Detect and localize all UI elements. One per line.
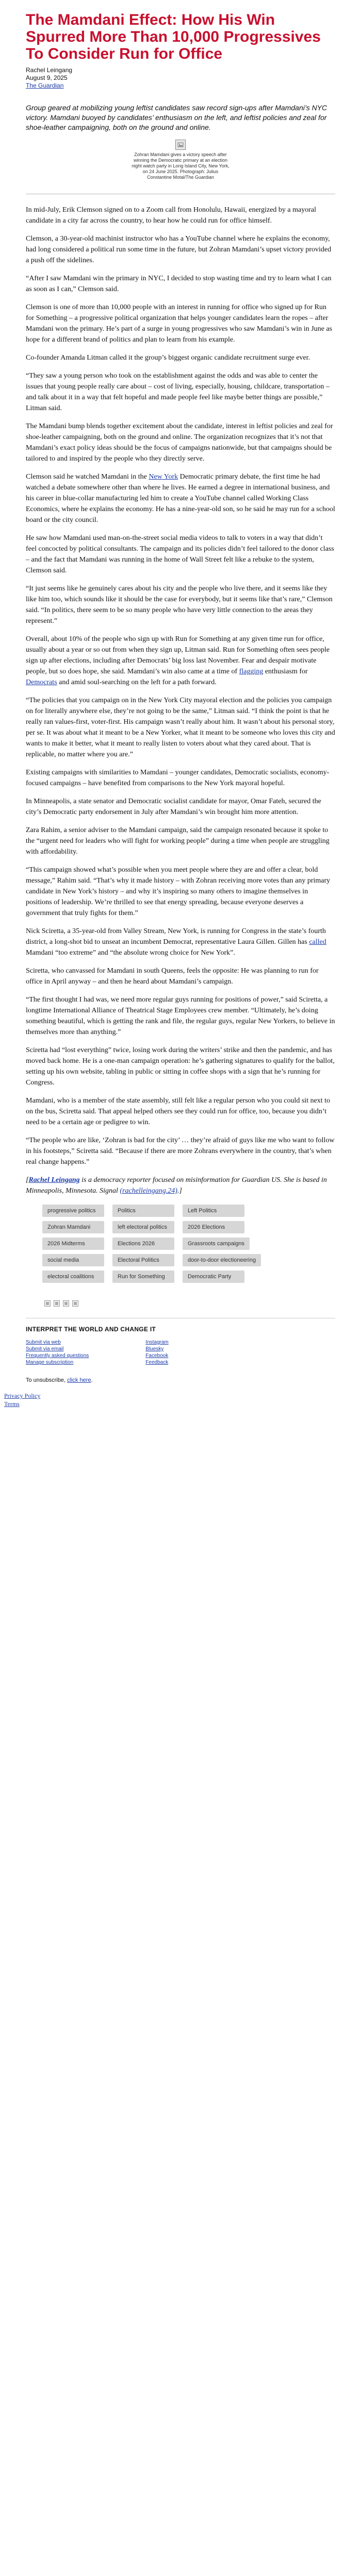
source-link[interactable]: The Guardian	[26, 82, 64, 89]
tag[interactable]: Run for Something	[112, 1270, 174, 1283]
paragraph: Clemson, a 30-year-old machinist instructor who has a YouTube channel where he explains the economy, had long considered a political run some time in the future, but Zohran Mamdani’s upset victory provided a push off the sidelines.	[26, 235, 332, 264]
legal-links	[4, 1392, 335, 1408]
paragraph	[26, 634, 335, 688]
paragraph: He saw how Mamdani used man-on-the-street social media videos to talk to voters in a way that didn’t feel concocted by political consultants. The campaign and its policies didn’t feel tailored to the donor class – and the fact that Mamdani was running in the home of Wall Street felt like a rebuke to the system, Clemson said.	[26, 534, 334, 574]
paragraph: Zara Rahim, a senior adviser to the Mamdani campaign, said the campaign resonated because it spoke to the “urgent need for leaders who will fight for working people” during a time when people are struggling with affordability.	[26, 826, 330, 856]
tag[interactable]: social media	[42, 1254, 104, 1266]
article-title[interactable]: The Mamdani Effect: How His Win Spurred More Than 10,000 Progressives To Consider Run for Office	[26, 11, 321, 62]
footer-right-column	[145, 1339, 168, 1366]
terms-link[interactable]: Terms	[4, 1400, 20, 1408]
tag[interactable]: Electoral Politics	[112, 1254, 174, 1266]
paragraph: In mid-July, Erik Clemson signed on to a Zoom call from Honolulu, Hawaii, energized by a mayoral candidate in a city far across the country, to hear how he could run for office himself.	[26, 206, 316, 225]
link-icon[interactable]	[72, 1300, 78, 1307]
paragraph: Sciretta, who canvassed for Mamdani in south Queens, feels the opposite: He was planning to run for office in April anyway – and then he heard about Mamdani’s campaign.	[26, 967, 319, 986]
footer-link[interactable]: Manage subscription	[26, 1360, 74, 1365]
photo-icon	[175, 140, 186, 150]
author-name: Rachel Leingang	[26, 66, 73, 74]
paragraph: “The people who are like, ‘Zohran is bad for the city’ … they’re afraid of guys like me who want to follow in his footsteps,” Sciretta said. “Because if there are more Zohrans everywhere in the country, that’s when real change happens.”	[26, 1137, 335, 1166]
footer-link[interactable]: Facebook	[145, 1353, 169, 1359]
tag[interactable]: Politics	[112, 1205, 174, 1217]
tag-list	[42, 1205, 300, 1283]
tag[interactable]: left electoral politics	[112, 1221, 174, 1233]
footer-left-column	[26, 1339, 89, 1366]
email-icon[interactable]	[63, 1300, 69, 1307]
paragraph: Clemson is one of more than 10,000 people with an interest in running for office who signed up for Run for Something – a progressive political organization that helps younger candidates learn the ropes – after Mamdani won the primary. He’s part of a surge in young progressives who saw Mamdani’s win in June as hope for a different brand of politics and plan to learn from his example.	[26, 303, 333, 344]
paragraph: Existing campaigns with similarities to Mamdani – younger candidates, Democratic socialists, economy-focused campaigns – have benefited from comparisons to the New York mayoral hopeful.	[26, 769, 330, 787]
tag[interactable]: Grassroots campaigns	[183, 1238, 250, 1250]
paragraph: “It just seems like he genuinely cares about his city and the people who live there, and it seems like they like him too, which sounds like it should be the case for everybody, but it seems like that’s rare,” Clemson said. “In politics, there seem to be so many people who have very little connection to the areas they represent.”	[26, 585, 333, 625]
text: .]	[177, 1187, 182, 1195]
text: Nick Sciretta, a 35-year-old from Valley Stream, New York, is running for Congress in the state’s fourth district, a long-shot bid to unseat an incumbent Democrat, representative Laura Gillen. Gillen has	[26, 927, 326, 946]
unsubscribe	[26, 1377, 335, 1383]
text: [	[26, 1176, 29, 1184]
article-container	[26, 11, 335, 1366]
footer-link[interactable]: Submit via web	[26, 1340, 61, 1345]
photo-caption: Zohran Mamdani gives a victory speech after winning the Democratic primary at an election night watch party in Long Island City, New York, on 24 June 2025. Photograph: Julius Constantine Motal/The Guardian	[132, 152, 229, 180]
facebook-icon[interactable]	[44, 1300, 51, 1307]
footer-bottom	[4, 1377, 335, 1408]
paragraph: “The policies that you campaign on in the New York City mayoral election and the policies you campaign on for literally anywhere else, they’re not going to be the same,” Litman said. “I think the point is that he really ran values-first, voter-first. His campaign wasn’t really about him. It wasn’t about his personal story, per se. It was about what it meant to be a New Yorker, what it meant to be someone who loves this city and wants to make it better, what it meant to really listen to voters about what they cared about. That is replicable, no matter where you are.”	[26, 697, 335, 758]
footer-link[interactable]: Bluesky	[145, 1346, 164, 1352]
footer-link[interactable]: Instagram	[145, 1340, 169, 1345]
author-bio	[26, 1175, 335, 1196]
paragraph: “This campaign showed what’s possible when you meet people where they are and offer a clear, bold message,” Rahim said. “That’s why it made history – with Zohran receiving more votes than any primary candidate in New York’s history – and why it’s inspiring so many others to imagine themselves in positions of leadership. We’re thrilled to see that energy spreading, because everyone deserves a government that truly fights for them.”	[26, 866, 331, 917]
text: To unsubscribe,	[26, 1377, 68, 1383]
paragraph: Mamdani, who is a member of the state assembly, still felt like a regular person who you could sit next to on the bus, Sciretta said. That appeal helped others see they could run for office, too, because you didn’t need to be a certain age or pedigree to win.	[26, 1097, 331, 1126]
tag[interactable]: Zohran Mamdani	[42, 1221, 104, 1233]
share-icons	[44, 1300, 335, 1307]
footer-links	[26, 1339, 335, 1366]
paragraph	[26, 471, 335, 526]
paragraph: “They saw a young person who took on the establishment against the odds and was able to center the issues that young people really care about – cost of living, especially, housing, childcare, transportation – and talk about it in a way that felt hopeful and made people feel like maybe better things are possible,” Litman said.	[26, 372, 330, 412]
paragraph: “The first thought I had was, we need more regular guys running for positions of power,” said Sciretta, a longtime International Alliance of Theatrical Stage Employees crew member. “Ultimately, he’s doing something beautiful, which is getting the rank and file, the regular guys, regular New Yorkers, to believe in themselves more than anything.”	[26, 996, 335, 1036]
privacy-policy-link[interactable]: Privacy Policy	[4, 1392, 41, 1399]
article-dek: Group geared at mobilizing young leftist candidates saw record sign-ups after Mamdani’s NYC victory. Mamdani buoyed by candidates’ enthusiasm on the left, and leftist policies and zeal for shoe-leather campaigning, both on the ground and online.	[26, 104, 327, 131]
footer-link[interactable]: Submit via email	[26, 1346, 64, 1352]
tag[interactable]: Democratic Party	[183, 1270, 244, 1283]
paragraph	[26, 926, 335, 958]
democrats-link[interactable]: Democrats	[26, 679, 57, 686]
footer-link[interactable]: Frequently asked questions	[26, 1353, 89, 1359]
paragraph: Co-founder Amanda Litman called it the group’s biggest organic candidate recruitment surge ever.	[26, 354, 310, 362]
lead-figure	[88, 140, 273, 180]
text: .	[91, 1377, 93, 1383]
text: enthusiasm for	[263, 668, 308, 675]
text: Clemson said he watched Mamdani in the	[26, 473, 149, 481]
signal-link[interactable]: (rachelleingang.24)	[120, 1187, 177, 1195]
author-link[interactable]: Rachel Leingang	[28, 1176, 80, 1184]
tag[interactable]: progressive politics	[42, 1205, 104, 1217]
text: and amid soul-searching on the left for a path forward.	[57, 679, 217, 686]
footer-heading: INTERPRET THE WORLD AND CHANGE IT	[26, 1326, 156, 1333]
footer-link[interactable]: Feedback	[145, 1360, 169, 1365]
text: is a democracy reporter focused on misinformation for Guardian US. She is based in Minneapolis, Minnesota. Signal	[26, 1176, 327, 1195]
paragraph: “After I saw Mamdani win the primary in NYC, I decided to stop wasting time and try to learn what I can as soon as I can,” Clemson said.	[26, 275, 332, 293]
tag[interactable]: electoral coalitions	[42, 1270, 104, 1283]
tag[interactable]: 2026 Elections	[183, 1221, 244, 1233]
byline	[26, 66, 335, 90]
tag[interactable]: 2026 Midterms	[42, 1238, 104, 1250]
called-link[interactable]: called	[309, 938, 326, 946]
tag[interactable]: door-to-door electioneering	[183, 1254, 261, 1266]
new-york-link[interactable]: New York	[149, 473, 178, 481]
tag[interactable]: Left Politics	[183, 1205, 244, 1217]
unsubscribe-link[interactable]: click here	[67, 1377, 91, 1383]
text: Democratic primary debate, the first time he had watched a debate somewhere other than where he lives. He earned a degree in international business, and his career in blue-collar manufacturing led him to create a YouTube channel called Working Class Economics, where he explains the economy. He has a nine-year-old son, so he said he may run for a school board or the city council.	[26, 473, 335, 524]
paragraph: Sciretta had “lost everything” twice, losing work during the writers’ strike and then the pandemic, and has moved back home. He is a one-man campaign operation: he’s gathering signatures to qualify for the ballot, setting up his own website, tabling in public or sitting in coffee shops with a sign that he’s running for Congress.	[26, 1046, 335, 1087]
paragraph: In Minneapolis, a state senator and Democratic socialist candidate for mayor, Omar Fateh, secured the city’s Democratic party endorsement in July after Mamdani’s win brought him more attention.	[26, 798, 321, 816]
paragraph: The Mamdani bump blends together excitement about the candidate, interest in leftist policies and zeal for shoe-leather campaigning, both on the ground and online. The organization recognizes that it’s not that Mamdani’s exact policy ideas should be the focus of campaigns nationwide, but that campaigns should be tailored to and inspired by the people who they directly serve.	[26, 422, 333, 463]
twitter-icon[interactable]	[54, 1300, 60, 1307]
text: Mamdani “too extreme” and “the absolute wrong choice for New York”.	[26, 949, 235, 957]
text: Overall, about 10% of the people who sign up with Run for Something at any given time run for office, usually about a year or so out from when they sign up, Litman said. Run for Something often sees people sign up after elections, including after Democrats’ big loss last November. Fear and despair motivate people, but so does hope, she said. Mamdani’s win also came at a time of	[26, 635, 330, 675]
flagging-link[interactable]: flagging	[239, 668, 264, 675]
publish-date: August 9, 2025	[26, 74, 68, 81]
tag[interactable]: Elections 2026	[112, 1238, 174, 1250]
top-spacer	[0, 0, 361, 4]
